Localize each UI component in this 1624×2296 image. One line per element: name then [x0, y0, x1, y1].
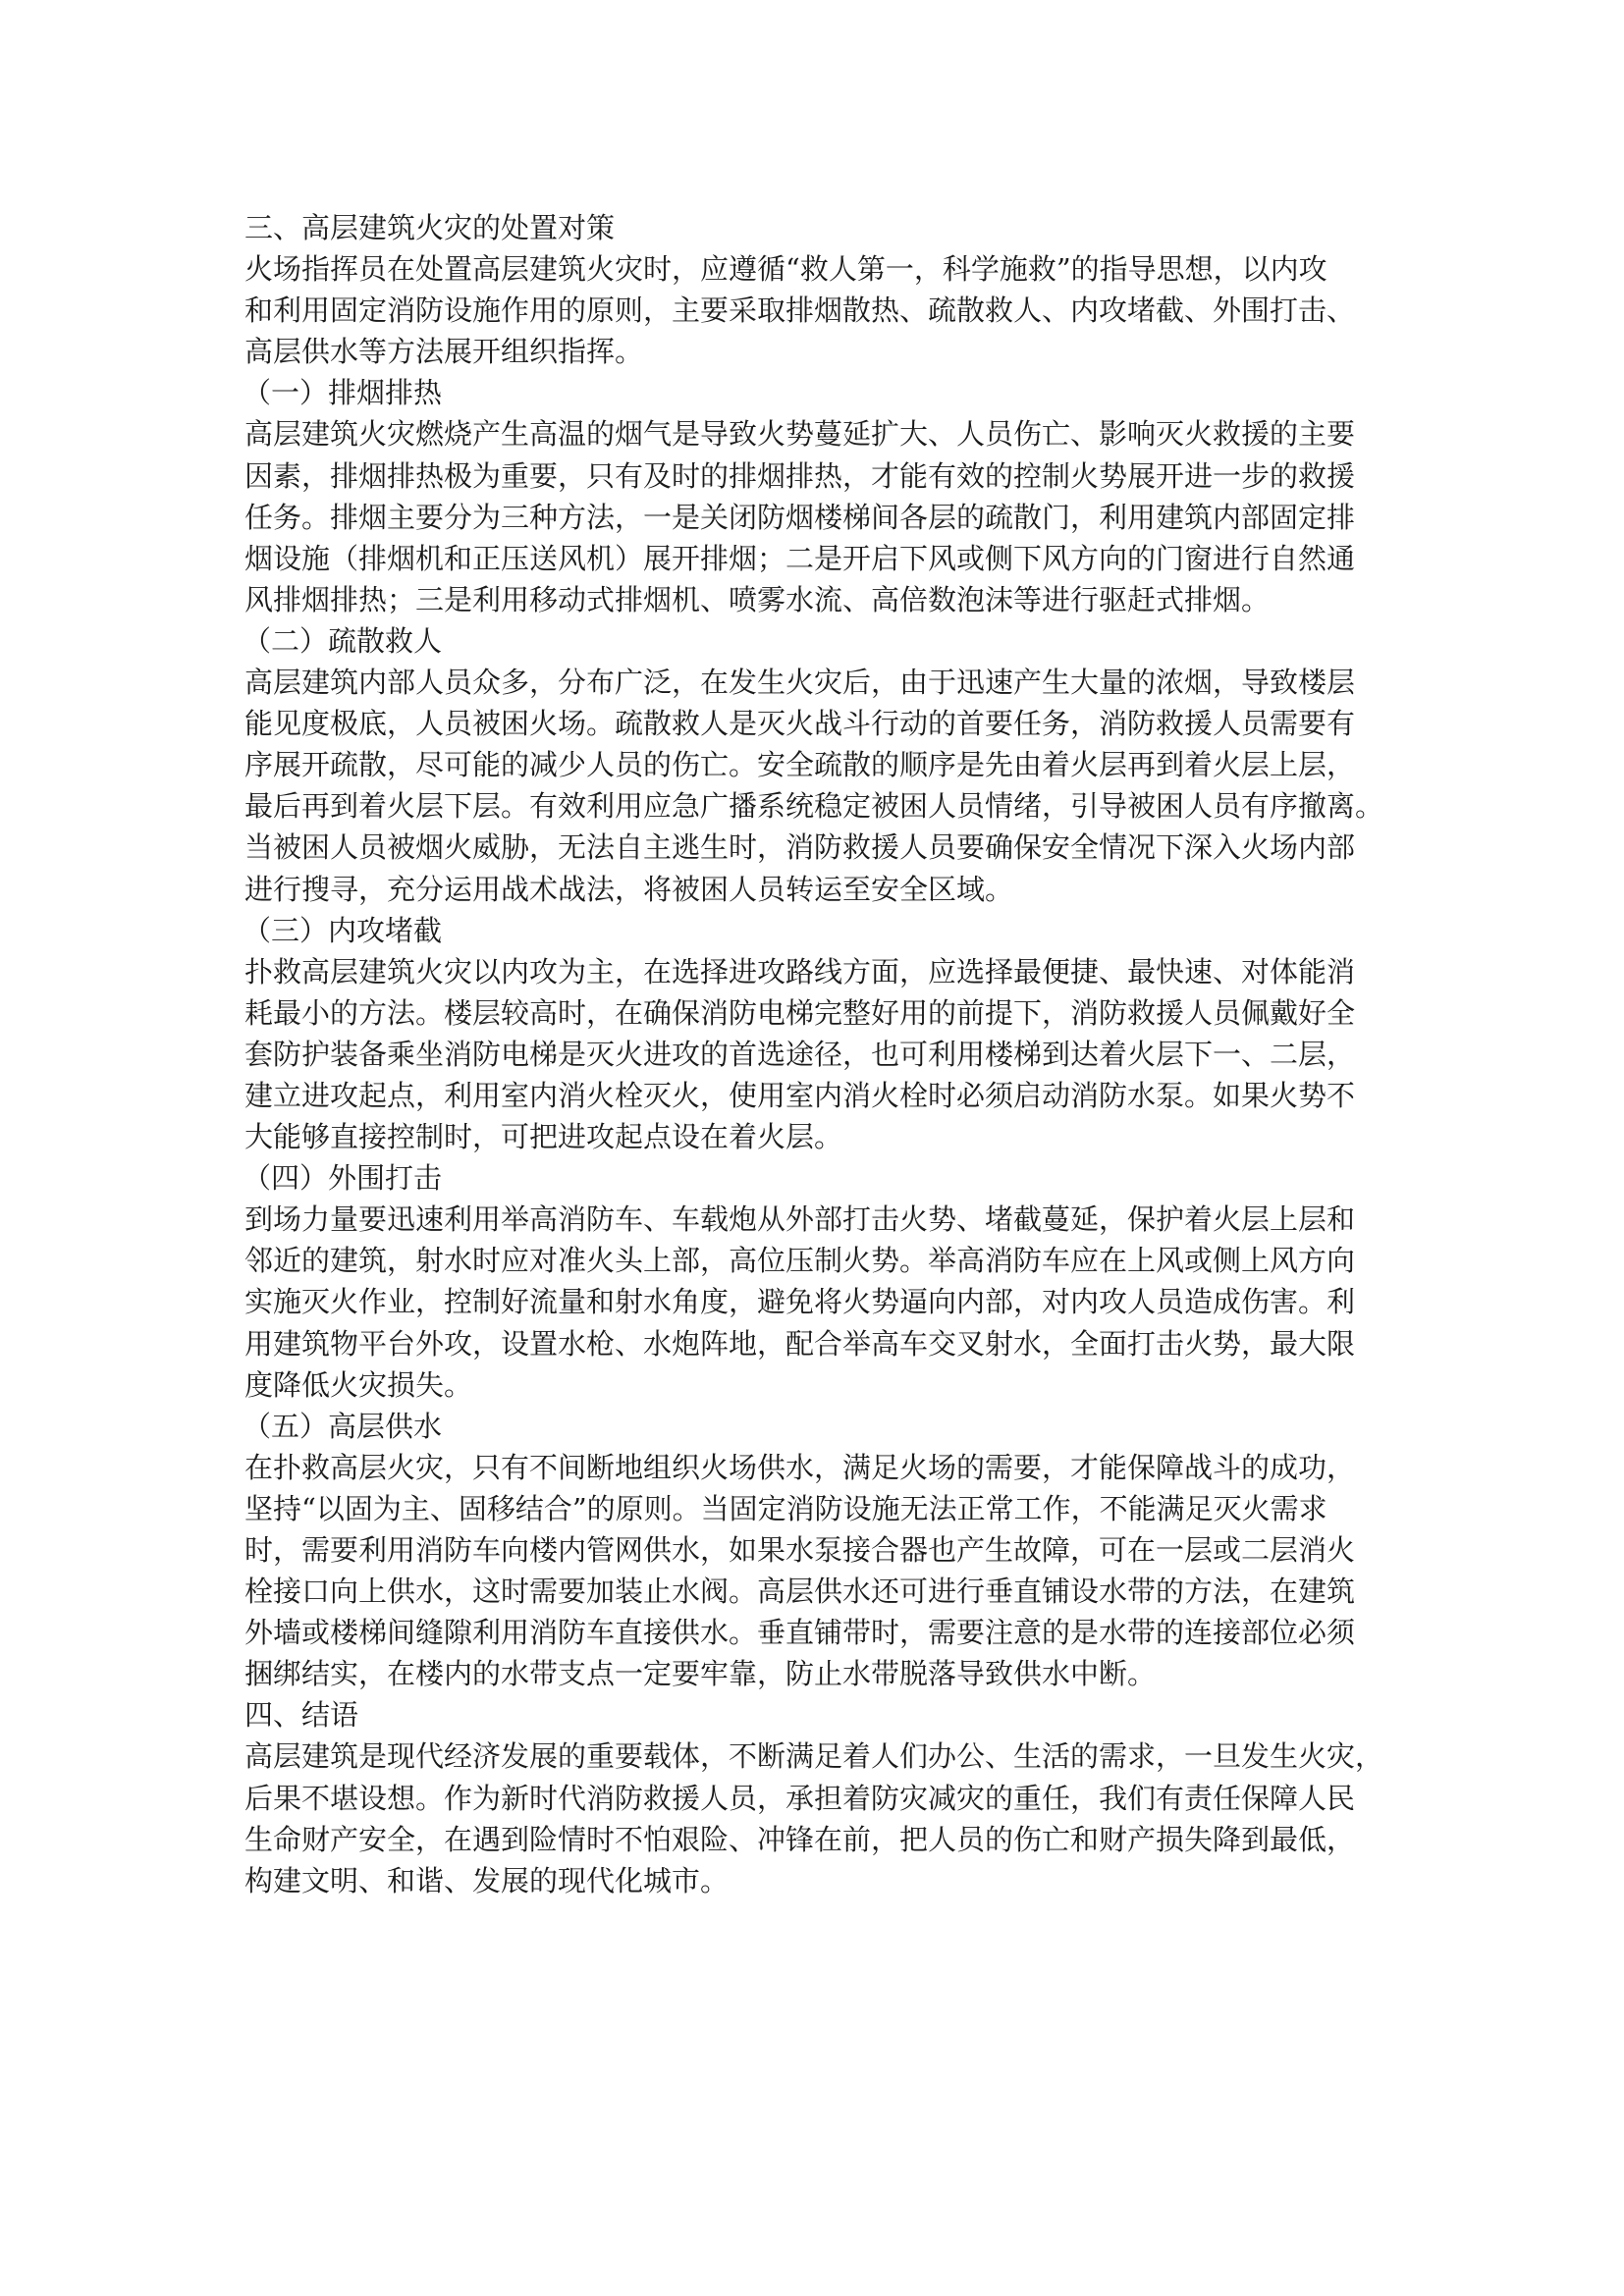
paragraph-line: 邻近的建筑，射水时应对准火头上部，高位压制火势。举高消防车应在上风或侧上风方向	[244, 1244, 1356, 1278]
paragraph-line: 任务。排烟主要分为三种方法，一是关闭防烟楼梯间各层的疏散门，利用建筑内部固定排	[244, 500, 1356, 534]
paragraph-line: 风排烟排热；三是利用移动式排烟机、喷雾水流、高倍数泡沫等进行驱赶式排烟。	[244, 582, 1271, 616]
paragraph-line: 生命财产安全，在遇到险情时不怕艰险、冲锋在前，把人员的伤亡和财产损失降到最低，	[244, 1822, 1356, 1856]
subsection-heading: （四）外围打击	[243, 1161, 443, 1196]
paragraph-line: 当被困人员被烟火威胁，无法自主逃生时，消防救援人员要确保安全情况下深入火场内部	[244, 830, 1356, 865]
paragraph-line: 栓接口向上供水，这时需要加装止水阀。高层供水还可进行垂直铺设水带的方法，在建筑	[244, 1575, 1356, 1609]
paragraph-line: 能见度极底，人员被困火场。疏散救人是灭火战斗行动的首要任务，消防救援人员需要有	[244, 707, 1356, 741]
paragraph-line: 实施灭火作业，控制好流量和射水角度，避免将火势逼向内部，对内攻人员造成伤害。利	[244, 1285, 1356, 1319]
subsection-heading: （三）内攻堵截	[243, 913, 443, 947]
paragraph-line: 火场指挥员在处置高层建筑火灾时，应遵循“救人第一，科学施救”的指导思想，以内攻	[244, 252, 1327, 287]
subsection-heading: （一）排烟排热	[243, 376, 443, 410]
paragraph-line: 大能够直接控制时，可把进攻起点设在着火层。	[244, 1120, 843, 1154]
paragraph-line: 构建文明、和谐、发展的现代化城市。	[244, 1863, 730, 1897]
paragraph-line: 到场力量要迅速利用举高消防车、车载炮从外部打击火势、堵截蔓延，保护着火层上层和	[244, 1202, 1356, 1237]
paragraph-line: 进行搜寻，充分运用战术战法，将被困人员转运至安全区域。	[244, 872, 1014, 906]
paragraph-line: 坚持“以固为主、固移结合”的原则。当固定消防设施无法正常工作，不能满足灭火需求	[244, 1491, 1327, 1525]
paragraph-line: 时，需要利用消防车向楼内管网供水，如果水泵接合器也产生故障，可在一层或二层消火	[244, 1533, 1356, 1567]
paragraph-line: 套防护装备乘坐消防电梯是灭火进攻的首选途径，也可利用楼梯到达着火层下一、二层，	[244, 1037, 1356, 1071]
paragraph-line: 建立进攻起点，利用室内消火栓灭火，使用室内消火栓时必须启动消防水泵。如果火势不	[244, 1078, 1356, 1112]
section-heading: 四、结语	[244, 1698, 359, 1733]
paragraph-line: 后果不堪设想。作为新时代消防救援人员，承担着防灾减灾的重任，我们有责任保障人民	[244, 1781, 1356, 1815]
paragraph-line: 最后再到着火层下层。有效利用应急广播系统稳定被困人员情绪，引导被困人员有序撤离。	[244, 789, 1384, 824]
paragraph-line: 外墙或楼梯间缝隙利用消防车直接供水。垂直铺带时，需要注意的是水带的连接部位必须	[244, 1616, 1356, 1650]
subsection-heading: （二）疏散救人	[243, 623, 443, 658]
paragraph-line: 高层建筑火灾燃烧产生高温的烟气是导致火势蔓延扩大、人员伤亡、影响灭火救援的主要	[244, 417, 1356, 452]
paragraph-line: 高层建筑内部人员众多，分布广泛，在发生火灾后，由于迅速产生大量的浓烟，导致楼层	[244, 666, 1356, 700]
section-heading: 三、高层建筑火灾的处置对策	[244, 211, 616, 244]
paragraph-line: 高层供水等方法展开组织指挥。	[244, 335, 644, 369]
paragraph-line: 烟设施（排烟机和正压送风机）展开排烟；二是开启下风或侧下风方向的门窗进行自然通	[244, 541, 1356, 575]
paragraph-line: 用建筑物平台外攻，设置水枪、水炮阵地，配合举高车交叉射水，全面打击火势，最大限	[244, 1326, 1356, 1361]
paragraph-line: 耗最小的方法。楼层较高时，在确保消防电梯完整好用的前提下，消防救援人员佩戴好全	[244, 995, 1356, 1030]
paragraph-line: 扑救高层建筑火灾以内攻为主，在选择进攻路线方面，应选择最便捷、最快速、对体能消	[244, 954, 1356, 988]
paragraph-line: 序展开疏散，尽可能的减少人员的伤亡。安全疏散的顺序是先由着火层再到着火层上层，	[244, 748, 1356, 782]
paragraph-line: 在扑救高层火灾，只有不间断地组织火场供水，满足火场的需要，才能保障战斗的成功，	[244, 1450, 1356, 1484]
document-body	[244, 207, 1383, 1901]
paragraph-line: 度降低火灾损失。	[244, 1367, 473, 1402]
paragraph-line: 和利用固定消防设施作用的原则，主要采取排烟散热、疏散救人、内攻堵截、外围打击、	[244, 294, 1356, 328]
paragraph-line: 高层建筑是现代经济发展的重要载体，不断满足着人们办公、生活的需求，一旦发生火灾，	[244, 1739, 1384, 1774]
paragraph-line: 因素，排烟排热极为重要，只有及时的排烟排热，才能有效的控制火势展开进一步的救援	[244, 458, 1356, 493]
paragraph-line: 捆绑结实，在楼内的水带支点一定要牢靠，防止水带脱落导致供水中断。	[244, 1657, 1157, 1691]
subsection-heading: （五）高层供水	[243, 1409, 443, 1443]
